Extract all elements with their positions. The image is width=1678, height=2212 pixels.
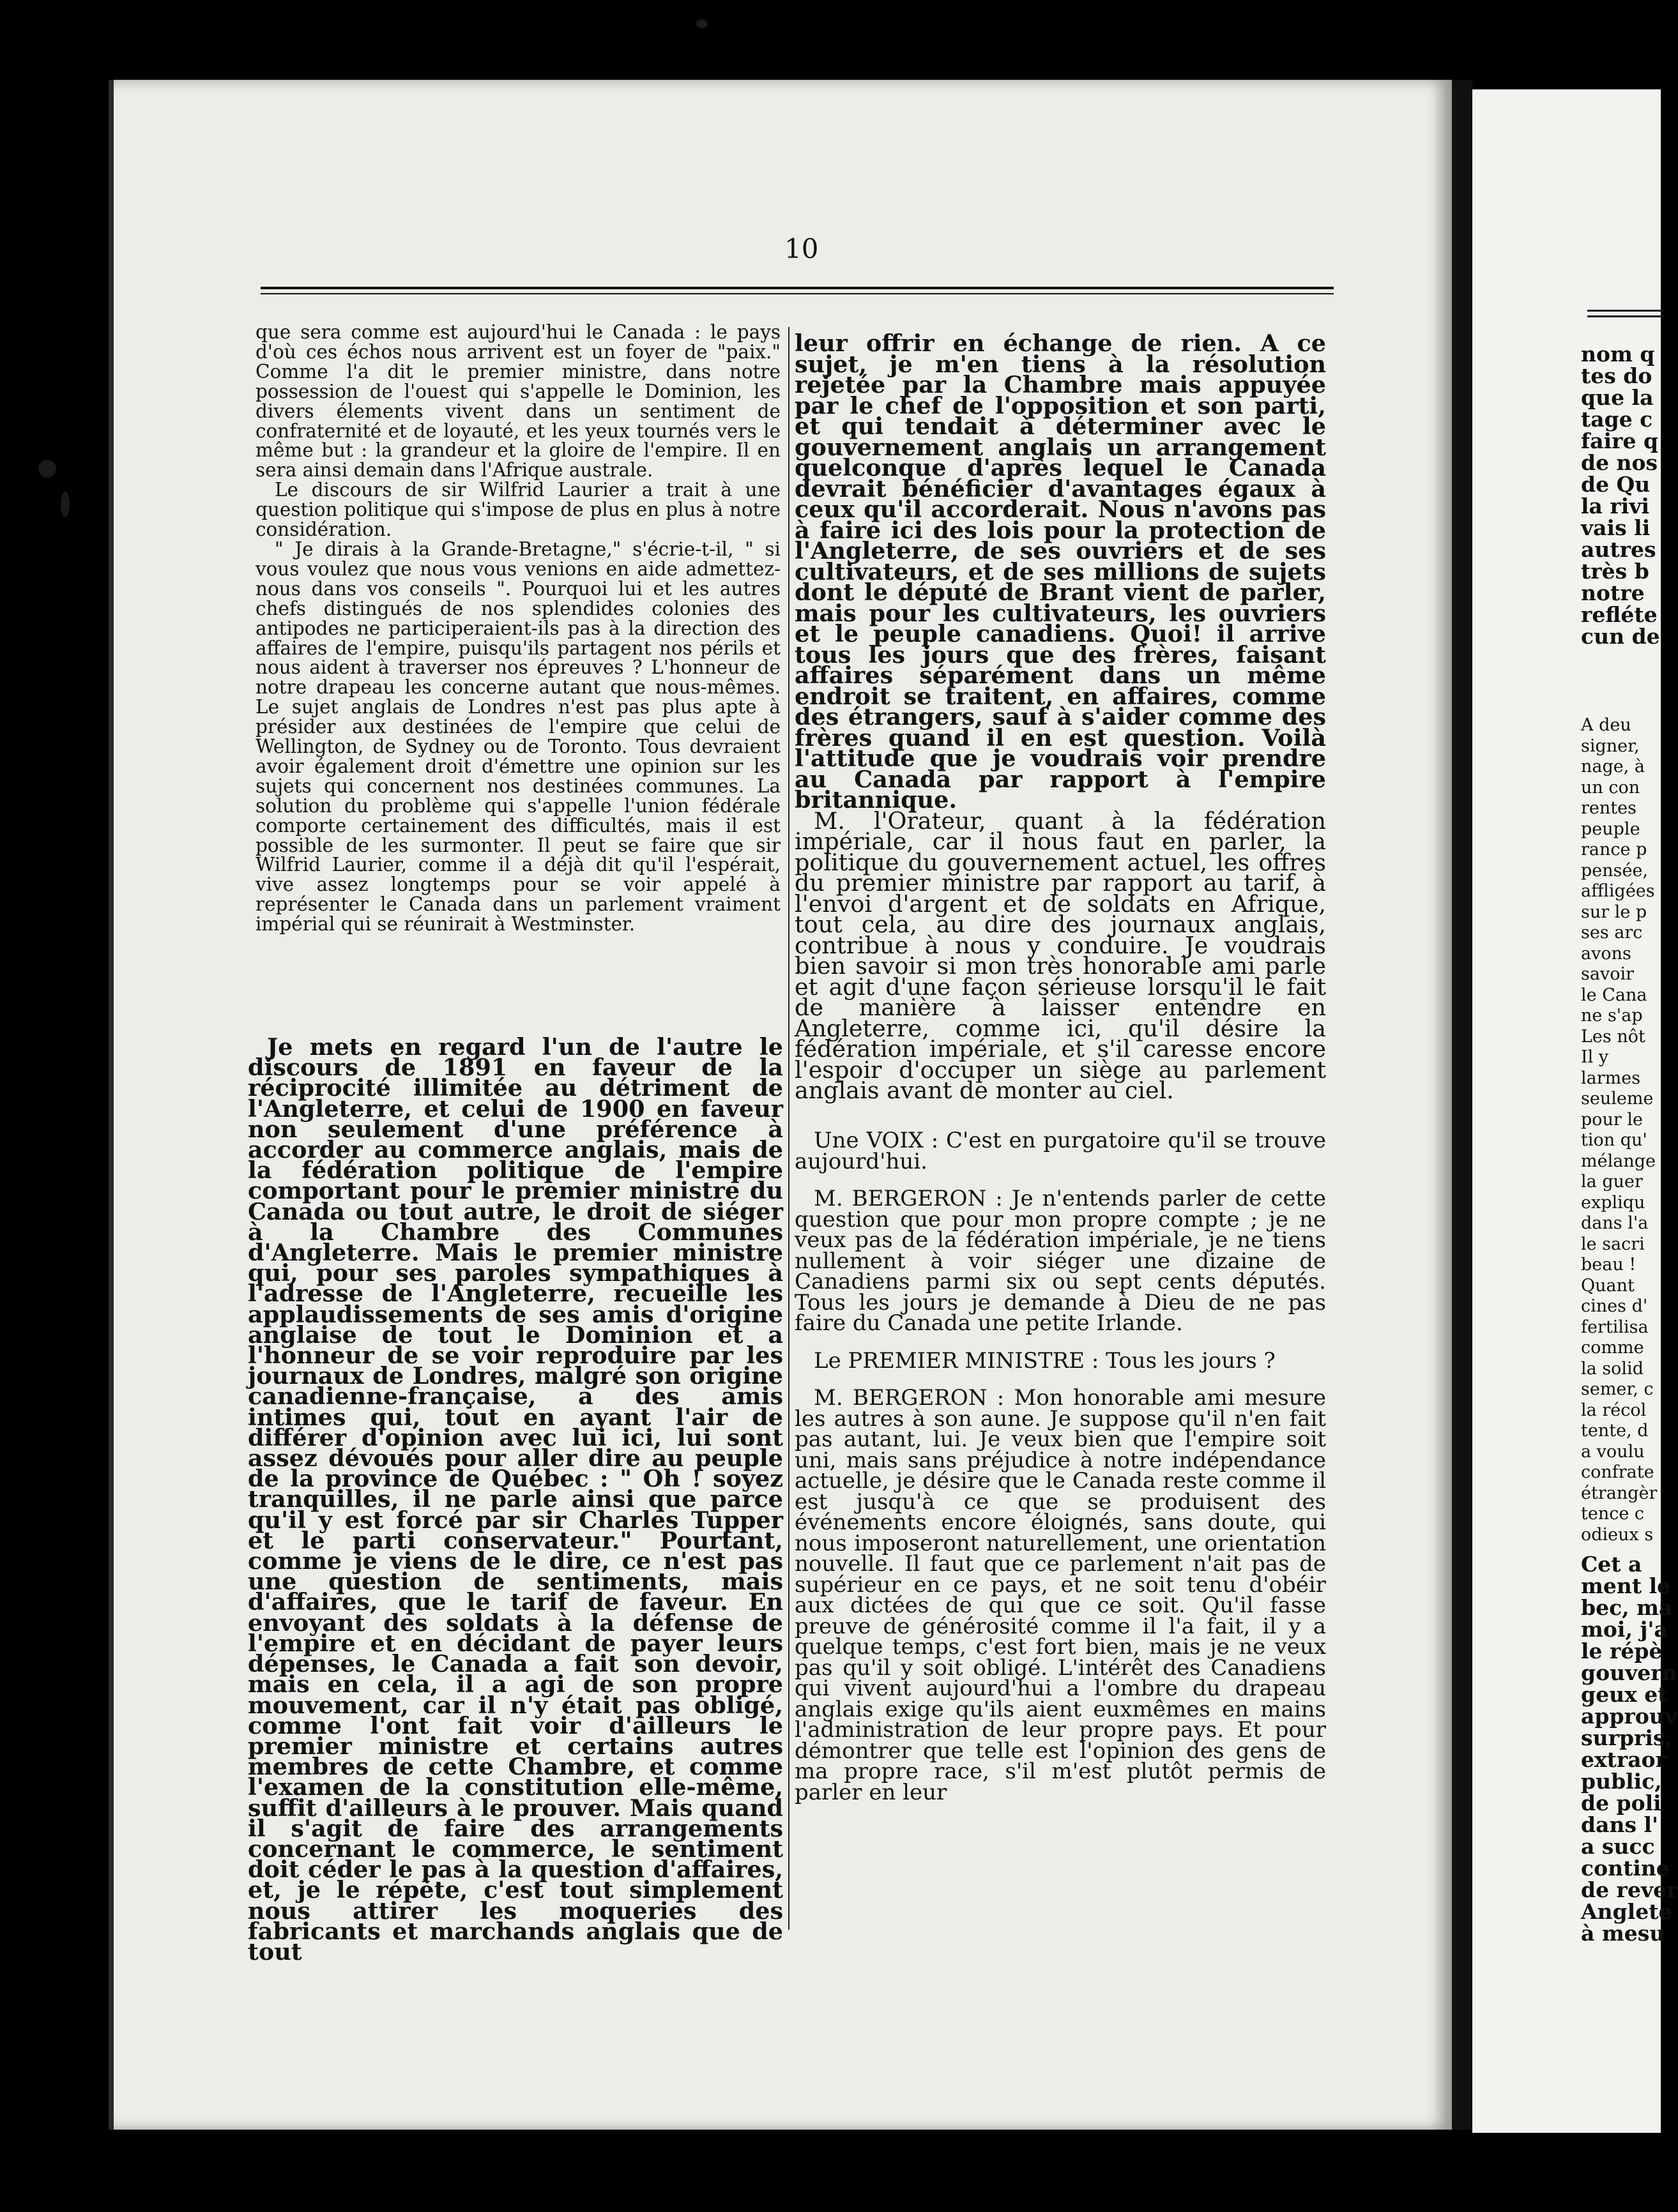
adjacent-page-line: ne s'ap — [1581, 1006, 1643, 1026]
page-number: 10 — [784, 233, 819, 264]
ink-speck — [696, 19, 708, 28]
adjacent-page-line: tes do — [1581, 363, 1652, 388]
adjacent-page-line: Il y — [1581, 1047, 1609, 1067]
left-column-small-type — [256, 322, 781, 934]
adjacent-page-line: surpris, — [1581, 1725, 1673, 1750]
adjacent-page-line: odieux s — [1581, 1524, 1654, 1545]
adjacent-page-line: Les nôt — [1581, 1026, 1645, 1047]
paragraph: " Je dirais à la Grande-Bretagne," s'écrie-t-il, " si vous voulez que nous vous venions en aide admettez-nous dans vos conseils ". Pourquoi lui et les autres chefs distingués de nos splendides colonies des antipodes ne participeraient-ils pas à la direction des affaires de l'empire, puisqu'ils partagent nos périls et nous aident à traverser nos épreuves ? L'honneur de notre drapeau les concerne autant que nous-mêmes. Le sujet anglais de Londres n'est pas plus apte à présider aux destinées de l'empire que celui de Wellington, de Sydney ou de Toronto. Tous devraient avoir également droit d'émettre une opinion sur les sujets qui concernent nos destinées communes. La solution du problème qui s'appelle l'union fédérale comporte certainement des difficultés, mais il est possible de les surmonter. Il peut se faire que sir Wilfrid Laurier, comme il a déjà dit qu'il l'espérait, vive assez longtemps pour se voir appelé à représenter le Canada dans un parlement vraiment impérial qui se réunirait à Westminster. — [256, 538, 781, 936]
adjacent-page-line: affligées — [1581, 881, 1655, 901]
adjacent-page-line: le sacri — [1581, 1234, 1645, 1254]
adjacent-page-line: a voulu — [1581, 1441, 1645, 1462]
adjacent-page-line: de Qu — [1581, 472, 1651, 497]
adjacent-page-line: larmes — [1581, 1068, 1641, 1088]
paragraph: que sera comme est aujourd'hui le Canada : le pays d'où ces échos nous arrivent est un foyer de "paix." Comme l'a dit le premier ministre, dans notre possession de l'ouest qui s'appelle le Dominion, les divers élements vivent dans un sentiment de confraternité et de loyauté, et les yeux tournés vers le même but : la grandeur et la gloire de l'empire. Il en sera ainsi demain dans l'Afrique australe. — [256, 321, 781, 481]
ink-speck — [38, 460, 56, 478]
adjacent-page-line: Cet a — [1581, 1552, 1642, 1577]
adjacent-page-line: très b — [1581, 559, 1649, 584]
adjacent-page-line: ment le — [1581, 1573, 1671, 1598]
adjacent-page-line: étrangèr — [1581, 1483, 1658, 1503]
adjacent-page-line: cines d' — [1581, 1296, 1648, 1316]
left-column-main — [248, 1033, 783, 1966]
adjacent-page-line: beau ! — [1581, 1255, 1636, 1275]
adjacent-page-line: pensée, — [1581, 860, 1649, 881]
adjacent-page-line: A deu — [1581, 715, 1631, 735]
adjacent-page-line: nom q — [1581, 342, 1655, 367]
adjacent-page-line: avons — [1581, 943, 1631, 964]
adjacent-page-line: bec, ma — [1581, 1595, 1673, 1620]
adjacent-page — [1472, 89, 1678, 2133]
adjacent-page-line: dans l' — [1581, 1812, 1659, 1837]
speech-bergeron: M. BERGERON : Mon honorable ami mesure les autres à son aune. Je suppose qu'il n'en fait pas autant, lui. Je veux bien que l'empire soit uni, mais sans préjudice à notre indépendance actuelle, je désire que le Canada reste comme il est jusqu'à ce que se produisent des événements encore éloignés, sans doute, qui nous imposeront naturellement, une orientation nouvelle. Il faut que ce parlement n'ait pas de supérieur en ce pays, et ne soit tenu d'obéir aux dictées de qui que ce soit. Qu'il fasse preuve de générosité comme il l'a fait, il y a quelque temps, c'est fort bien, mais je ne veux pas qu'il y soit obligé. L'intérêt des Canadiens qui vivent aujourd'hui a l'ombre du drapeau anglais exige qu'ils aient euxmêmes en mains l'administration de leur propre pays. Et pour démontrer que telle est l'opinion des gens de ma propre race, s'il m'est plutôt permis de parler en leur — [795, 1385, 1326, 1805]
adjacent-page-line: moi, j'a — [1581, 1617, 1668, 1642]
paragraph: Le discours de sir Wilfrid Laurier a trait à une question politique qui s'impose de plus en plus à notre considération. — [256, 479, 781, 541]
column-divider — [788, 327, 789, 1930]
adjacent-page-line: seuleme — [1581, 1089, 1654, 1109]
adjacent-page-line: signer, — [1581, 736, 1640, 756]
adjacent-page-line: la guer — [1581, 1172, 1643, 1192]
adjacent-page-line: comme — [1581, 1338, 1644, 1358]
adjacent-page-line: contine — [1581, 1856, 1670, 1881]
adjacent-page-line: autres — [1581, 537, 1656, 562]
adjacent-page-line: à mesu — [1581, 1921, 1665, 1946]
speech-bergeron: M. BERGERON : Je n'entends parler de cette question que pour mon propre compte ; je ne veux pas de la fédération impériale, je ne tiens nullement à voir siéger une dizaine de Canadiens parmi six ou sept cents députés. Tous les jours je demande à Dieu de ne pas faire du Canada une petite Irlande. — [795, 1186, 1326, 1336]
adjacent-page-line: Anglete — [1581, 1899, 1672, 1924]
adjacent-page-line: Quant — [1581, 1275, 1635, 1296]
adjacent-page-line: semer, c — [1581, 1379, 1654, 1399]
right-column-dialogue — [795, 1130, 1326, 1803]
adjacent-page-line: faire q — [1581, 428, 1659, 453]
adjacent-page-line: la solid — [1581, 1358, 1644, 1379]
paragraph: Je mets en regard l'un de l'autre le discours de 1891 en faveur de la réciprocité illimitée au détriment de l'Angleterre, et celui de 1900 en faveur non seulement d'une préférence à accorder au commerce anglais, mais de la fédération politique de l'empire comportant pour le premier ministre du Canada ou tout autre, le droit de siéger à la Chambre des Communes d'Angleterre. Mais le premier ministre qui, pour ses paroles sympathiques à l'adresse de l'Angleterre, recueille les applaudissements de ses amis d'origine anglaise de tout le Dominion et a l'honneur de se voir reproduire par les journaux de Londres, malgré son origine canadienne-française, a des amis intimes qui, tout en ayant l'air de différer d'opinion avec lui ici, lui sont assez dévoués pour aller dire au peuple de la province de Québec : " Oh ! soyez tranquilles, il ne parle ainsi que parce qu'il y est forcé par sir Charles Tupper et le parti conservateur." Pourtant, comme je viens de le dire, ce n'est pas une question de sentiments, mais d'affaires, que le tarif de faveur. En envoyant des soldats à la défense de l'empire et en décidant de payer leurs dépenses, le Canada a fait son devoir, mais en cela, il a agi de son propre mouvement, car il n'y était pas obligé, comme l'ont fait voir d'ailleurs le premier ministre et certains autres membres de cette Chambre, et comme l'examen de la constitution elle-même, suffit d'ailleurs à le prouver. Mais quand il s'agit de faire des arrangements concernant le commerce, le sentiment doit céder le pas à la question d'affaires, et, je le répète, c'est tout simplement nous attirer les moqueries des fabricants et marchands anglais que de tout — [248, 1033, 783, 1966]
adjacent-page-line: la rivi — [1581, 494, 1650, 519]
adjacent-page-line: geux et — [1581, 1682, 1668, 1707]
right-column-main — [795, 330, 1326, 1104]
adjacent-page-line: rentes — [1581, 798, 1636, 818]
adjacent-page-line: un con — [1581, 777, 1640, 798]
speech-premier-ministre: Le PREMIER MINISTRE : Tous les jours ? — [814, 1347, 1276, 1374]
adjacent-page-line: cun de — [1581, 624, 1660, 649]
adjacent-page-line: que la — [1581, 385, 1654, 410]
adjacent-page-line: de rever — [1581, 1877, 1678, 1902]
adjacent-page-line: extraor — [1581, 1747, 1667, 1772]
adjacent-page-line: tence c — [1581, 1504, 1645, 1524]
adjacent-page-line: savoir — [1581, 964, 1635, 984]
ink-speck — [61, 492, 70, 517]
adjacent-page-line: notre — [1581, 580, 1645, 605]
adjacent-page-line: de poli — [1581, 1791, 1661, 1815]
speech-voix: Une VOIX : C'est en purgatoire qu'il se trouve aujourd'hui. — [795, 1128, 1326, 1174]
adjacent-page-line: fertilisa — [1581, 1317, 1649, 1337]
adjacent-page-line: public, — [1581, 1769, 1662, 1794]
adjacent-page-line: a succ — [1581, 1834, 1655, 1859]
adjacent-page-line: nage, à — [1581, 757, 1645, 776]
adjacent-page-line: le répè — [1581, 1639, 1663, 1663]
adjacent-page-rule — [1587, 310, 1664, 317]
adjacent-page-line: expliqu — [1581, 1192, 1645, 1213]
adjacent-page-line: sur le p — [1581, 902, 1647, 922]
adjacent-page-line: de nos — [1581, 450, 1658, 475]
adjacent-page-line: le Cana — [1581, 985, 1647, 1005]
adjacent-page-line: pour le — [1581, 1109, 1644, 1130]
adjacent-page-line: refléte — [1581, 602, 1658, 627]
adjacent-page-line: approuv — [1581, 1704, 1677, 1729]
adjacent-page-line: rance p — [1581, 840, 1647, 860]
adjacent-page-line: confrate — [1581, 1462, 1654, 1482]
adjacent-page-line: dans l'a — [1581, 1213, 1649, 1233]
adjacent-page-line: tage c — [1581, 407, 1653, 432]
adjacent-page-line: tente, d — [1581, 1421, 1649, 1441]
adjacent-page-line: tion qu' — [1581, 1130, 1647, 1150]
adjacent-page-line: peuple — [1581, 819, 1640, 839]
paragraph: leur offrir en échange de rien. A ce sujet, je m'en tiens à la résolution rejetée par la Chambre mais appuyée par le chef de l'opposition et son parti, et qui tendait à déterminer avec le gouvernement anglais un arrangement quelconque d'après lequel le Canada devrait bénéficier d'avantages égaux à ceux qu'il accorderait. Nous n'avons pas à faire ici des lois pour la protection de l'Angleterre, de ses ouvriers et de ses cultivateurs, et de ses millions de sujets dont le député de Brant vient de parler, mais pour les cultivateurs, les ouvriers et le peuple canadiens. Quoi! il arrive tous les jours que des frères, faisant affaires séparément dans un même endroit se traitent, en affaires, comme des étrangers, sauf à s'aider comme des frères quand il en est question. Voilà l'attitude que je voudrais voir prendre au Canada par rapport à l'empire britannique. — [795, 330, 1326, 814]
header-rule — [261, 287, 1334, 294]
adjacent-page-line: vais li — [1581, 515, 1651, 540]
paragraph: M. l'Orateur, quant à la fédération impériale, car il nous faut en parler, la politique du gouvernement actuel, les offres du premier ministre par rapport au tarif, à l'envoi d'argent et de soldats en Afrique, tout cela, au dire des journaux anglais, contribue à nous y conduire. Je voudrais bien savoir si mon très honorable ami parle et agit d'une façon sérieuse lorsqu'il le fait de manière à laisser entendre en Angleterre, comme ici, qu'il désire la fédération impériale, et s'il caresse encore l'espoir d'occuper un siège au parlement anglais avant de monter au ciel. — [795, 807, 1326, 1104]
adjacent-page-line: ses arc — [1581, 923, 1643, 943]
adjacent-page-line: mélange — [1581, 1151, 1656, 1171]
adjacent-page-line: la récol — [1581, 1400, 1647, 1420]
adjacent-page-line: gouvern — [1581, 1660, 1677, 1685]
